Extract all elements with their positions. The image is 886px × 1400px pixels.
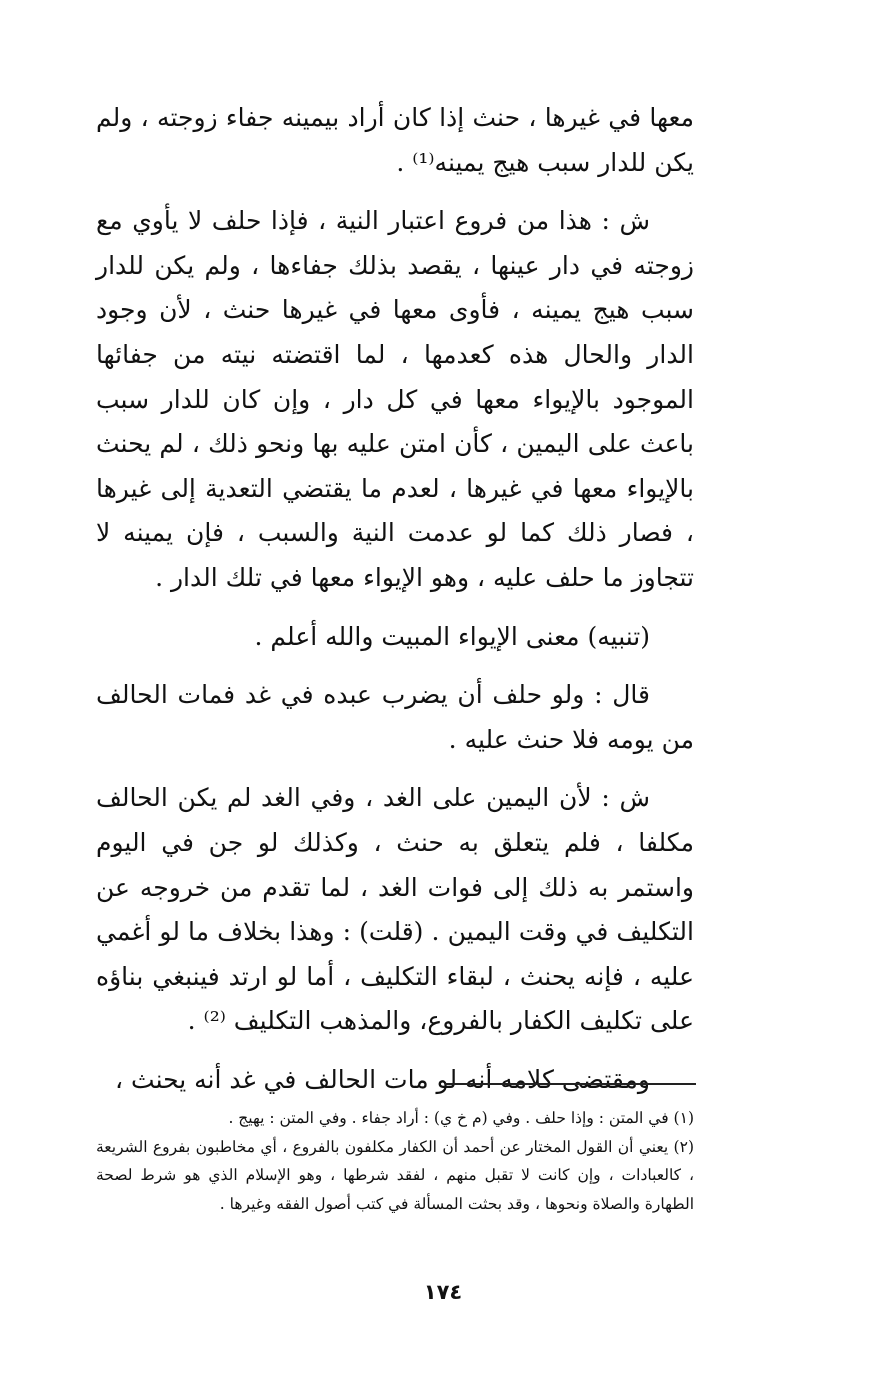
footnote-2: (٢) يعني أن القول المختار عن أحمد أن الكفار مكلفون بالفروع ، أي مخاطبون بفروع الشريعة ، كالعبادات ، وإن كانت لا تقبل منهم ، لفقد شرطها ، وهو الإسلام الذي هو شرط لصحة الطهارة والصلاة ونحوها ، وقد بحثت المسألة في كتب أصول الفقه وغيرها .	[96, 1137, 694, 1213]
paragraph-commentary-intention: ش : هذا من فروع اعتبار النية ، فإذا حلف لا يأوي مع زوجته في دار عينها ، يقصد بذلك جفاءها ، ولم يكن للدار سبب هيج يمينه ، فأوى معها في غيرها حنث ، لأن وجود الدار والحال هذه كعدمها ، لما اقتضته نيته من جفائها الموجود بالإيواء معها في كل دار ، وإن كان للدار سبب باعث على اليمين ، كأن امتن عليه بها ونحو ذلك ، لم يحنث بالإيواء معها في غيرها ، لعدم ما يقتضي التعدية إلى غيرها ، فصار ذلك كما لو عدمت النية والسبب ، فإن يمينه لا تتجاوز ما حلف عليه ، وهو الإيواء معها في تلك الدار .	[96, 206, 694, 592]
footnotes	[96, 1104, 694, 1218]
footnote-divider	[445, 1083, 696, 1085]
paragraph-commentary-oath: ش : لأن اليمين على الغد ، وفي الغد لم يكن الحالف مكلفا ، فلم يتعلق به حنث ، وكذلك لو جن في اليوم واستمر به ذلك إلى فوات الغد ، لما تقدم من خروجه عن التكليف في وقت اليمين . (قلت) : وهذا بخلاف ما لو أغمي عليه ، فإنه يحنث ، لبقاء التكليف ، أما لو ارتد فينبغي بناؤه على تكليف الكفار بالفروع، والمذهب التكليف ⁽²⁾ .	[96, 783, 694, 1036]
page-number: ١٧٤	[423, 1280, 463, 1304]
main-text	[96, 96, 694, 1102]
paragraph-continuation: معها في غيرها ، حنث إذا كان أراد بيمينه جفاء زوجته ، ولم يكن للدار سبب هيج يمينه⁽¹⁾ .	[96, 103, 694, 177]
paragraph-text-oath: قال : ولو حلف أن يضرب عبده في غد فمات الحالف من يومه فلا حنث عليه .	[96, 680, 694, 754]
paragraph-note: (تنبيه) معنى الإيواء المبيت والله أعلم .	[254, 621, 650, 651]
footnote-1: (١) في المتن : وإذا حلف . وفي (م خ ي) : أراد جفاء . وفي المتن : يهيج .	[228, 1109, 694, 1127]
paragraph-implication: ومقتضى كلامه أنه لو مات الحالف في غد أنه يحنث ،	[115, 1064, 650, 1094]
